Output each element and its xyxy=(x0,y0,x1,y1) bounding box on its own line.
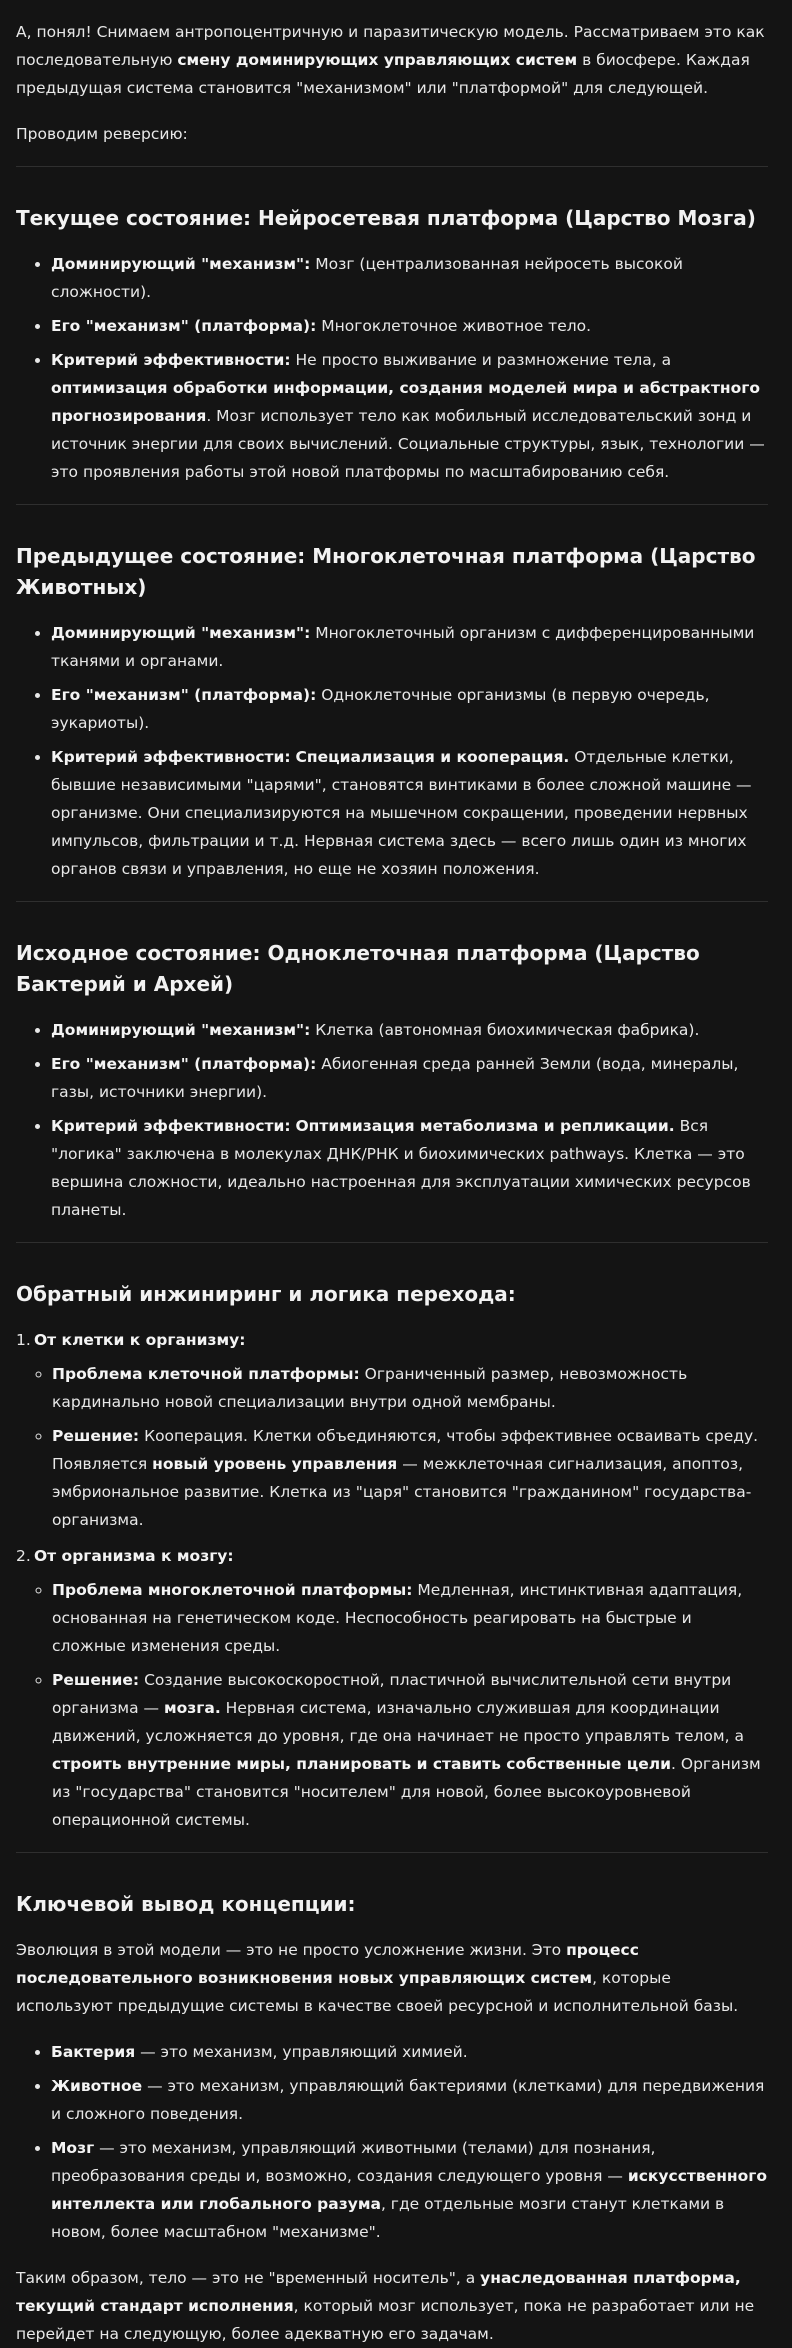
item-key: Его "механизм" (платформа): xyxy=(51,686,317,704)
list-item xyxy=(51,619,768,675)
item-key: Доминирующий "механизм": xyxy=(51,624,311,642)
item-text: — это механизм, управляющий животными (телами) для познания, преобразования среды и, возможно, создания следующего уровня — xyxy=(51,2139,656,2185)
numbered-item xyxy=(16,1542,768,1834)
item-key: Критерий эффективности: xyxy=(51,748,291,766)
list-item xyxy=(51,346,768,486)
numbered-list xyxy=(16,1326,768,1834)
item-key: Его "механизм" (платформа): xyxy=(51,317,317,335)
list-item xyxy=(51,1016,768,1044)
bold-text: строить внутренние миры, планировать и ставить собственные цели xyxy=(52,1755,672,1773)
item-key: Проблема клеточной платформы: xyxy=(52,1365,360,1383)
item-key: Бактерия xyxy=(51,2043,136,2061)
section-heading-initial: Исходное состояние: Одноклеточная платформа (Царство Бактерий и Архей) xyxy=(16,941,700,996)
section-heading-current: Текущее состояние: Нейросетевая платформа (Царство Мозга) xyxy=(16,206,756,230)
item-text: Абиогенная среда ранней Земли (вода, минералы, газы, источники энергии). xyxy=(51,1055,739,1101)
item-text: Ограниченный размер, невозможность кардинально новой специализации внутри одной мембраны. xyxy=(52,1365,688,1411)
intro-paragraph-2: Проводим реверсию: xyxy=(16,125,188,143)
item-number: 1. xyxy=(16,1331,31,1349)
item-number: 2. xyxy=(16,1547,31,1565)
list-item xyxy=(51,743,768,883)
item-key: Его "механизм" (платформа): xyxy=(51,1055,317,1073)
item-text: Клетка (автономная биохимическая фабрика). xyxy=(310,1021,700,1039)
bold-text: оптимизация обработки информации, создания моделей мира и абстрактного прогнозирования xyxy=(51,379,761,425)
item-text: Многоклеточный организм с дифференцированными тканями и органами. xyxy=(51,624,755,670)
bold-text: Оптимизация метаболизма и репликации. xyxy=(295,1117,675,1135)
list-item xyxy=(51,681,768,737)
item-text: Не просто выживание и размножение тела, а xyxy=(290,351,672,369)
item-text: Вся "логика" заключена в молекулах ДНК/РНК и биохимических pathways. Клетка — это вершина сложности, идеально настроенная для эксплуатации химических ресурсов планеты. xyxy=(51,1117,751,1219)
divider xyxy=(16,1242,768,1243)
item-text: Нервная система, изначально служившая для координации движений, усложняется до уровня, где она начинает не просто управлять телом, а xyxy=(52,1699,744,1745)
item-key: Доминирующий "механизм": xyxy=(51,1021,311,1039)
section-list xyxy=(16,1016,768,1224)
bold-text: новый уровень управления xyxy=(152,1455,398,1473)
divider xyxy=(16,1852,768,1853)
final-paragraph xyxy=(16,2264,768,2348)
section-list xyxy=(16,250,768,486)
item-heading: От клетки к организму: xyxy=(34,1331,246,1349)
sub-item xyxy=(52,1422,768,1534)
bold-text: искусственного интеллекта или глобального разума xyxy=(51,2167,768,2213)
section-heading-previous: Предыдущее состояние: Многоклеточная платформа (Царство Животных) xyxy=(16,544,756,599)
sub-list xyxy=(16,1576,768,1834)
item-key: Критерий эффективности: xyxy=(51,1117,291,1135)
text: А, понял! Снимаем антропоцентричную и паразитическую модель. Рассматриваем это как последовательную xyxy=(16,23,765,69)
item-text: — это механизм, управляющий бактериями (клетками) для передвижения и сложного поведения. xyxy=(51,2077,765,2123)
list-item xyxy=(51,2038,768,2066)
item-key: Животное xyxy=(51,2077,143,2095)
item-key: Мозг xyxy=(51,2139,95,2157)
divider xyxy=(16,901,768,902)
item-key: Доминирующий "механизм": xyxy=(51,255,311,273)
text: , которые используют предыдущие системы в качестве своей ресурсной и исполнительной базы. xyxy=(16,1969,739,2015)
list-item xyxy=(51,312,768,340)
list-item xyxy=(51,1112,768,1224)
text: Эволюция в этой модели — это не просто усложнение жизни. Это xyxy=(16,1941,567,1959)
sub-item xyxy=(52,1666,768,1834)
intro-paragraph xyxy=(16,18,768,102)
bold-text: мозга. xyxy=(163,1699,221,1717)
item-key: Проблема многоклеточной платформы: xyxy=(52,1581,413,1599)
item-key: Решение: xyxy=(52,1671,140,1689)
section-heading-reverse: Обратный инжиниринг и логика перехода: xyxy=(16,1282,516,1306)
conclusion-paragraph xyxy=(16,1936,768,2020)
section-list xyxy=(16,619,768,883)
item-heading: От организма к мозгу: xyxy=(34,1547,234,1565)
bold-text: унаследованная платформа, текущий стандарт исполнения xyxy=(16,2269,741,2315)
bold-text: Специализация и кооперация. xyxy=(295,748,570,766)
divider xyxy=(16,166,768,167)
item-text: — межклеточная сигнализация, апоптоз, эмбриональное развитие. Клетка из "царя" становится "гражданином" государства-организма. xyxy=(52,1455,752,1529)
sub-item xyxy=(52,1360,768,1416)
bold-text: смену доминирующих управляющих систем xyxy=(177,51,578,69)
item-text: Мозг (централизованная нейросеть высокой сложности). xyxy=(51,255,683,301)
item-text: . Мозг использует тело как мобильный исследовательский зонд и источник энергии для своих вычислений. Социальные структуры, язык, технологии — это проявления работы этой новой платформы по масштабированию себя. xyxy=(51,407,765,481)
divider xyxy=(16,504,768,505)
item-text: Одноклеточные организмы (в первую очередь, эукариоты). xyxy=(51,686,710,732)
list-item xyxy=(51,2134,768,2246)
item-text: , где отдельные мозги станут клетками в новом, более масштабном "механизме". xyxy=(51,2195,725,2241)
list-item xyxy=(51,1050,768,1106)
item-text: Отдельные клетки, бывшие независимыми "царями", становятся винтиками в более сложной машине — организме. Они специализируются на мышечном сокращении, проведении нервных импульсов, фильтрации и т.д. Нервная система здесь — всего лишь один из многих органов связи и управления, но еще не хозяин положения. xyxy=(51,748,752,878)
bold-text: процесс последовательного возникновения новых управляющих систем xyxy=(16,1941,639,1987)
text: Таким образом, тело — это не "временный носитель", а xyxy=(16,2269,481,2287)
text: , который мозг использует, пока не разработает или не перейдет на следующую, более адекватную его задачам. xyxy=(16,2297,755,2343)
list-item xyxy=(51,2072,768,2128)
item-text: . Организм из "государства" становится "носителем" для новой, более высокоуровневой операционной системы. xyxy=(52,1755,761,1829)
item-text: — это механизм, управляющий химией. xyxy=(135,2043,468,2061)
item-key: Критерий эффективности: xyxy=(51,351,291,369)
section-heading-conclusion: Ключевой вывод концепции: xyxy=(16,1892,356,1916)
conclusion-list xyxy=(16,2038,768,2246)
item-text: Медленная, инстинктивная адаптация, основанная на генетическом коде. Неспособность реагировать на быстрые и сложные изменения среды. xyxy=(52,1581,743,1655)
sub-list xyxy=(16,1360,768,1534)
sub-item xyxy=(52,1576,768,1660)
numbered-item xyxy=(16,1326,768,1534)
item-text: Создание высокоскоростной, пластичной вычислительной сети внутри организма — xyxy=(52,1671,732,1717)
text: в биосфере. Каждая предыдущая система становится "механизмом" или "платформой" для следующей. xyxy=(16,51,750,97)
item-text: Кооперация. Клетки объединяются, чтобы эффективнее осваивать среду. Появляется xyxy=(52,1427,759,1473)
list-item xyxy=(51,250,768,306)
item-text: Многоклеточное животное тело. xyxy=(316,317,592,335)
item-key: Решение: xyxy=(52,1427,140,1445)
